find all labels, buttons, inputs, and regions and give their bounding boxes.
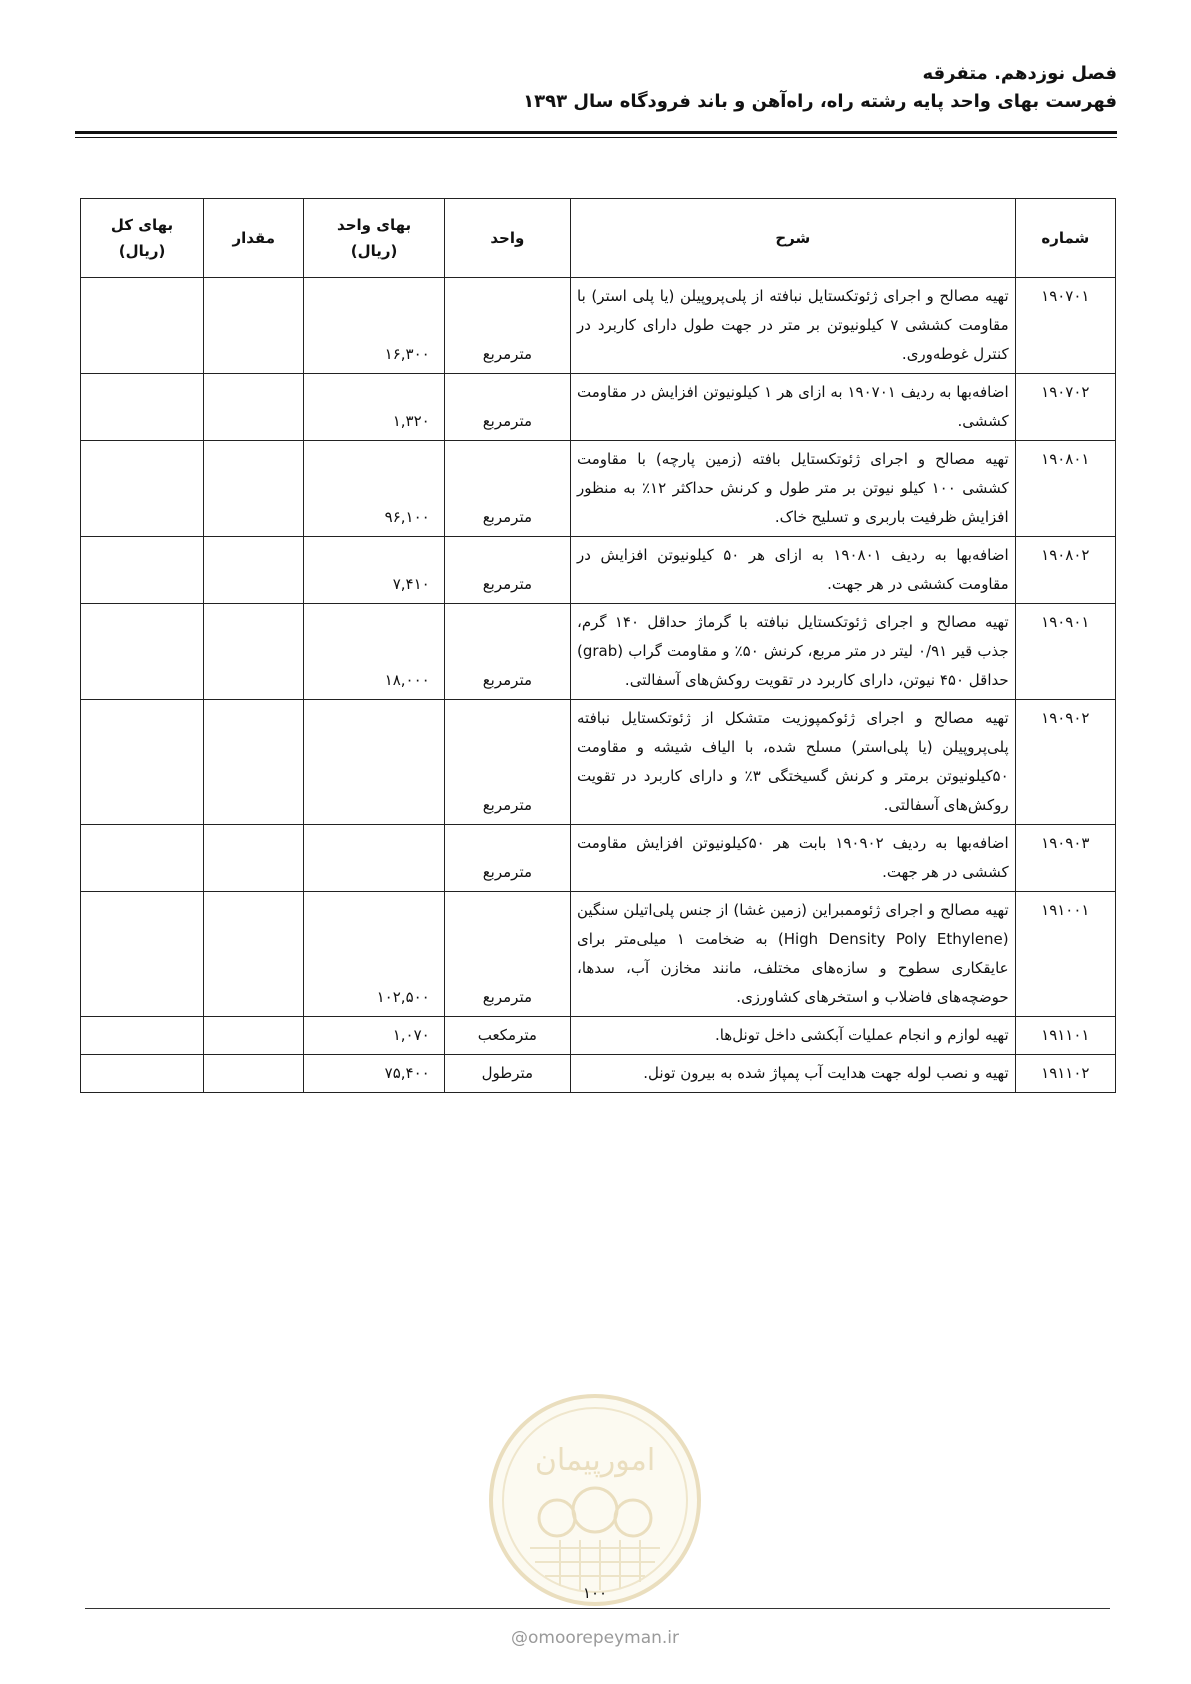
row-unit: مترمکعب xyxy=(444,1017,570,1055)
row-unit-price xyxy=(304,825,444,892)
row-total xyxy=(81,374,204,441)
row-quantity xyxy=(204,1055,304,1093)
row-unit-price: ۱,۳۲۰ xyxy=(304,374,444,441)
row-code: ۱۹۱۰۰۱ xyxy=(1015,892,1115,1017)
row-unit: مترطول xyxy=(444,1055,570,1093)
row-unit-price xyxy=(304,700,444,825)
table-row xyxy=(81,1017,1116,1055)
row-total xyxy=(81,892,204,1017)
row-code: ۱۹۰۹۰۱ xyxy=(1015,604,1115,700)
table-header-row xyxy=(81,199,1116,278)
col-header-quantity: مقدار xyxy=(204,199,304,278)
col-header-total-price xyxy=(81,199,204,278)
row-description: اضافه‌بها به ردیف ۱۹۰۷۰۱ به ازای هر ۱ کیلونیوتن افزایش در مقاومت کششی. xyxy=(571,374,1016,441)
row-description: تهیه مصالح و اجرای ژئوکمپوزیت متشکل از ژئوتکستایل نبافته پلی‌پروپیلن (یا پلی‌استر) مسلح شده، با الیاف شیشه و مقاومت ۵۰کیلونیوتن برمتر و کرنش گسیختگی ۳٪ و دارای کاربرد در تقویت روکش‌های آسفالتی. xyxy=(571,700,1016,825)
row-total xyxy=(81,1017,204,1055)
row-code: ۱۹۰۷۰۱ xyxy=(1015,278,1115,374)
row-code: ۱۹۰۹۰۳ xyxy=(1015,825,1115,892)
row-unit: مترمربع xyxy=(444,278,570,374)
row-unit: مترمربع xyxy=(444,537,570,604)
row-description: تهیه مصالح و اجرای ژئوتکستایل نبافته با گرماژ حداقل ۱۴۰ گرم، جذب قیر ۰/۹۱ لیتر در متر مربع، کرنش ۵۰٪ و مقاومت گراب (grab) حداقل ۴۵۰ نیوتن، دارای کاربرد در تقویت روکش‌های آسفالتی. xyxy=(571,604,1016,700)
row-unit: مترمربع xyxy=(444,892,570,1017)
row-quantity xyxy=(204,825,304,892)
row-quantity xyxy=(204,1017,304,1055)
table-row xyxy=(81,441,1116,537)
row-quantity xyxy=(204,278,304,374)
row-unit: مترمربع xyxy=(444,604,570,700)
row-unit-price: ۱۸,۰۰۰ xyxy=(304,604,444,700)
row-total xyxy=(81,278,204,374)
row-quantity xyxy=(204,537,304,604)
row-unit-price: ۱۶,۳۰۰ xyxy=(304,278,444,374)
col-header-total-price-currency: (ریال) xyxy=(118,242,166,260)
svg-text:امورپیمان: امورپیمان xyxy=(534,1443,656,1478)
chapter-title: فصل نوزدهم. متفرقه xyxy=(922,63,1117,84)
table-row xyxy=(81,374,1116,441)
table-row xyxy=(81,278,1116,374)
col-header-total-price-label: بهای کل xyxy=(110,216,174,234)
row-quantity xyxy=(204,700,304,825)
row-quantity xyxy=(204,441,304,537)
table-row xyxy=(81,892,1116,1017)
col-header-unit: واحد xyxy=(444,199,570,278)
row-code: ۱۹۰۸۰۲ xyxy=(1015,537,1115,604)
row-total xyxy=(81,604,204,700)
row-unit-price: ۷۵,۴۰۰ xyxy=(304,1055,444,1093)
table-row xyxy=(81,1055,1116,1093)
row-unit-price: ۱۰۲,۵۰۰ xyxy=(304,892,444,1017)
row-unit-price: ۹۶,۱۰۰ xyxy=(304,441,444,537)
page-number: ۱۰۰ xyxy=(582,1584,608,1602)
row-code: ۱۹۰۹۰۲ xyxy=(1015,700,1115,825)
row-description: اضافه‌بها به ردیف ۱۹۰۹۰۲ بابت هر ۵۰کیلونیوتن افزایش مقاومت کششی در هر جهت. xyxy=(571,825,1016,892)
col-header-description: شرح xyxy=(571,199,1016,278)
footer-divider xyxy=(85,1608,1110,1609)
row-total xyxy=(81,700,204,825)
col-header-unit-price-currency: (ریال) xyxy=(350,242,398,260)
row-code: ۱۹۰۸۰۱ xyxy=(1015,441,1115,537)
header-divider xyxy=(75,131,1117,134)
col-header-unit-price-label: بهای واحد xyxy=(337,216,412,234)
row-total xyxy=(81,537,204,604)
row-quantity xyxy=(204,892,304,1017)
page-header xyxy=(75,60,1117,116)
row-total xyxy=(81,441,204,537)
col-header-unit-price xyxy=(304,199,444,278)
table-row xyxy=(81,700,1116,825)
row-unit: مترمربع xyxy=(444,700,570,825)
site-watermark-url: @omoorepeyman.ir xyxy=(510,1628,680,1648)
price-list-table xyxy=(80,198,1116,1093)
row-total xyxy=(81,1055,204,1093)
table-row xyxy=(81,537,1116,604)
header-divider-thin xyxy=(75,137,1117,138)
row-description: تهیه مصالح و اجرای ژئوممبراین (زمین غشا) از جنس پلی‌اتیلن سنگین (High Density Poly Ethylene) به ضخامت ۱ میلی‌متر برای عایقکاری سطوح و سازه‌های مختلف، مانند مخازن آب، سدها، حوضچه‌های فاضلاب و استخرهای کشاورزی. xyxy=(571,892,1016,1017)
row-unit: مترمربع xyxy=(444,825,570,892)
document-title: فهرست بهای واحد پایه رشته راه، راه‌آهن و باند فرودگاه سال ۱۳۹۳ xyxy=(523,91,1117,112)
row-code: ۱۹۱۱۰۱ xyxy=(1015,1017,1115,1055)
row-quantity xyxy=(204,374,304,441)
seal-logo-icon xyxy=(485,1390,705,1610)
row-code: ۱۹۱۱۰۲ xyxy=(1015,1055,1115,1093)
table-row xyxy=(81,825,1116,892)
row-unit-price: ۷,۴۱۰ xyxy=(304,537,444,604)
row-description: اضافه‌بها به ردیف ۱۹۰۸۰۱ به ازای هر ۵۰ کیلونیوتن افزایش در مقاومت کششی در هر جهت. xyxy=(571,537,1016,604)
row-description: تهیه و نصب لوله جهت هدایت آب پمپاژ شده به بیرون تونل. xyxy=(571,1055,1016,1093)
row-code: ۱۹۰۷۰۲ xyxy=(1015,374,1115,441)
row-unit: مترمربع xyxy=(444,374,570,441)
row-total xyxy=(81,825,204,892)
row-description: تهیه لوازم و انجام عملیات آبکشی داخل تونل‌ها. xyxy=(571,1017,1016,1055)
row-description: تهیه مصالح و اجرای ژئوتکستایل نبافته از پلی‌پروپیلن (یا پلی استر) با مقاومت کششی ۷ کیلونیوتن بر متر در جهت طول دارای کاربرد در کنترل غوطه‌وری. xyxy=(571,278,1016,374)
col-header-code: شماره xyxy=(1015,199,1115,278)
table-row xyxy=(81,604,1116,700)
row-unit: مترمربع xyxy=(444,441,570,537)
row-quantity xyxy=(204,604,304,700)
row-unit-price: ۱,۰۷۰ xyxy=(304,1017,444,1055)
row-description: تهیه مصالح و اجرای ژئوتکستایل بافته (زمین پارچه) با مقاومت کششی ۱۰۰ کیلو نیوتن بر متر طول و کرنش حداکثر ۱۲٪ به منظور افزایش ظرفیت باربری و تسلیح خاک. xyxy=(571,441,1016,537)
